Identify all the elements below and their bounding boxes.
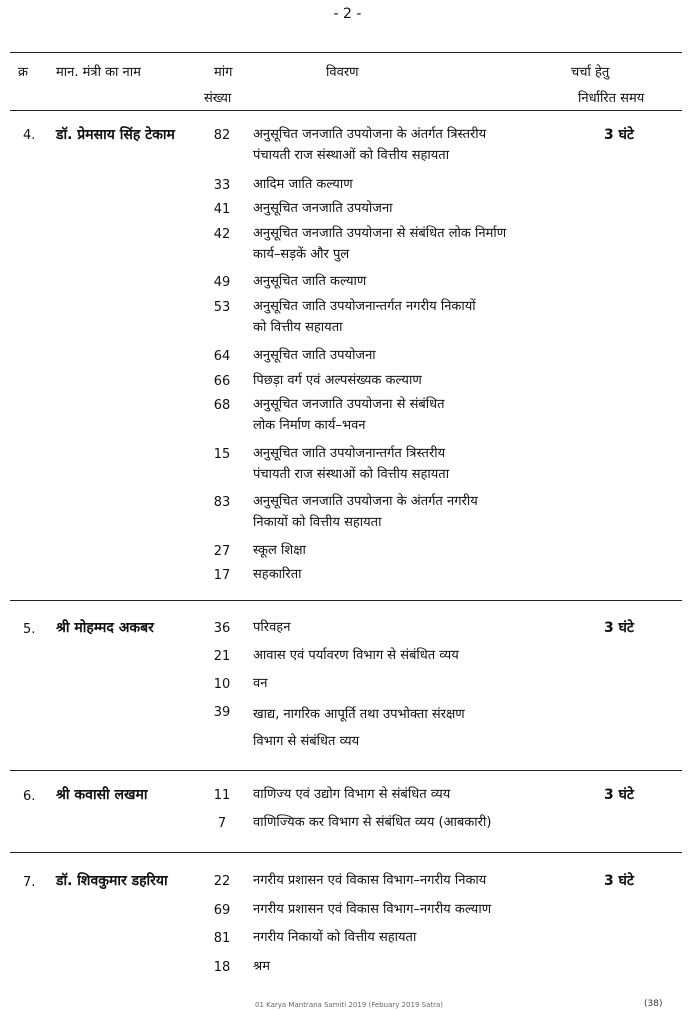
section-divider (10, 770, 682, 771)
allotted-time: 3 घंटे (604, 873, 634, 889)
demand-number: 27 (213, 544, 231, 559)
demand-number: 41 (213, 202, 231, 217)
demand-description-line: खाद्य, नागरिक आपूर्ति तथा उपभोक्ता संरक्षण (253, 707, 465, 722)
minister-name: श्री मोहम्मद अकबर (56, 620, 154, 636)
section-divider (10, 852, 682, 853)
demand-number: 11 (213, 788, 231, 803)
demand-description (253, 673, 583, 694)
demand-description-line: को वित्तीय सहायता (253, 320, 343, 335)
demand-description-line: वाणिज्य एवं उद्योग विभाग से संबंधित व्यय (253, 787, 451, 802)
header-col-serial: क्र (18, 65, 28, 80)
allotted-time: 3 घंटे (604, 620, 634, 636)
demand-description (253, 927, 583, 948)
demand-description-line: अनुसूचित जनजाति उपयोजना (253, 201, 393, 216)
demand-description-line: अनुसूचित जाति कल्याण (253, 274, 367, 289)
demand-description (253, 491, 583, 533)
header-bottom-rule (10, 110, 682, 111)
footer-text: 01 Karya Mantrana Samiti 2019 (Febuary 2019 Satra) (255, 1001, 444, 1009)
demand-number: 69 (213, 903, 231, 918)
section-serial: 4. (23, 128, 36, 143)
minister-name: डॉ. शिवकुमार डहरिया (56, 873, 168, 889)
demand-description-line: आवास एवं पर्यावरण विभाग से संबंधित व्यय (253, 648, 459, 663)
demand-description (253, 271, 583, 292)
footer-page-number: (38) (644, 999, 663, 1009)
demand-number: 82 (213, 128, 231, 143)
section-serial: 7. (23, 875, 36, 890)
demand-description (253, 223, 583, 265)
header-col-description: विवरण (326, 65, 359, 80)
demand-description (253, 899, 583, 920)
demand-description (253, 296, 583, 338)
demand-description-line: अनुसूचित जनजाति उपयोजना से संबंधित (253, 397, 445, 412)
demand-description (253, 564, 583, 585)
demand-description-line: लोक निर्माण कार्य–भवन (253, 418, 366, 433)
demand-number: 36 (213, 621, 231, 636)
demand-number: 18 (213, 960, 231, 975)
demand-description-line: अनुसूचित जनजाति उपयोजना के अंतर्गत त्रिस्तरीय (253, 127, 487, 142)
demand-description (253, 124, 583, 166)
demand-number: 68 (213, 398, 231, 413)
header-col-minister: मान. मंत्री का नाम (56, 65, 141, 80)
demand-number: 22 (213, 874, 231, 889)
demand-number: 15 (213, 447, 231, 462)
demand-number: 21 (213, 649, 231, 664)
demand-number: 49 (213, 275, 231, 290)
demand-description-line: अनुसूचित जाति उपयोजनान्तर्गत नगरीय निकायों (253, 299, 476, 314)
demand-description-line: कार्य–सड़कें और पुल (253, 247, 350, 262)
demand-description-line: श्रम (253, 959, 270, 974)
allotted-time: 3 घंटे (604, 127, 634, 143)
demand-description (253, 370, 583, 391)
section-serial: 5. (23, 622, 36, 637)
section-serial: 6. (23, 789, 36, 804)
demand-description-line: अनुसूचित जाति उपयोजनान्तर्गत त्रिस्तरीय (253, 446, 446, 461)
demand-description-line: स्कूल शिक्षा (253, 543, 306, 558)
demand-number: 83 (213, 495, 231, 510)
header-col-time-line2: निर्धारित समय (578, 91, 645, 106)
demand-description-line: नगरीय निकायों को वित्तीय सहायता (253, 930, 417, 945)
demand-description (253, 645, 583, 666)
minister-name: डॉ. प्रेमसाय सिंह टेकाम (56, 127, 175, 143)
demand-description-line: आदिम जाति कल्याण (253, 177, 353, 192)
section-divider (10, 600, 682, 601)
demand-description (253, 443, 583, 485)
minister-name: श्री कवासी लखमा (56, 787, 148, 803)
demand-description (253, 701, 583, 755)
demand-description-line: अनुसूचित जनजाति उपयोजना से संबंधित लोक निर्माण (253, 226, 507, 241)
demand-description (253, 345, 583, 366)
demand-description (253, 394, 583, 436)
demand-number: 33 (213, 178, 231, 193)
demand-description (253, 540, 583, 561)
demand-number: 17 (213, 568, 231, 583)
demand-description-line: अनुसूचित जनजाति उपयोजना के अंतर्गत नगरीय (253, 494, 478, 509)
demand-description-line: वाणिज्यिक कर विभाग से संबंधित व्यय (आबकारी) (253, 815, 492, 830)
demand-description (253, 812, 583, 833)
header-col-demand-line2: संख्या (204, 91, 232, 106)
demand-number: 10 (213, 677, 231, 692)
demand-description-line: पंचायती राज संस्थाओं को वित्तीय सहायता (253, 148, 450, 163)
demand-number: 64 (213, 349, 231, 364)
page-number: - 2 - (333, 6, 362, 22)
demand-description (253, 198, 583, 219)
demand-number: 66 (213, 374, 231, 389)
demand-number: 39 (213, 705, 231, 720)
demand-description-line: अनुसूचित जाति उपयोजना (253, 348, 376, 363)
demand-description-line: परिवहन (253, 620, 291, 635)
demand-description-line: विभाग से संबंधित व्यय (253, 734, 360, 749)
demand-description-line: नगरीय प्रशासन एवं विकास विभाग–नगरीय निकाय (253, 873, 487, 888)
demand-number: 53 (213, 300, 231, 315)
allotted-time: 3 घंटे (604, 787, 634, 803)
demand-description (253, 870, 583, 891)
header-top-rule (10, 52, 682, 53)
demand-number: 81 (213, 931, 231, 946)
demand-description-line: वन (253, 676, 268, 691)
demand-number: 42 (213, 227, 231, 242)
header-col-time: चर्चा हेतु (571, 65, 610, 80)
demand-description-line: सहकारिता (253, 567, 302, 582)
demand-description (253, 784, 583, 805)
demand-description (253, 956, 583, 977)
demand-description (253, 174, 583, 195)
demand-description-line: पंचायती राज संस्थाओं को वित्तीय सहायता (253, 467, 450, 482)
demand-description-line: पिछड़ा वर्ग एवं अल्पसंख्यक कल्याण (253, 373, 422, 388)
demand-description-line: नगरीय प्रशासन एवं विकास विभाग–नगरीय कल्याण (253, 902, 492, 917)
header-col-demand: मांग (214, 65, 233, 80)
demand-description-line: निकायों को वित्तीय सहायता (253, 515, 382, 530)
demand-number: 7 (217, 816, 227, 831)
demand-description (253, 617, 583, 638)
